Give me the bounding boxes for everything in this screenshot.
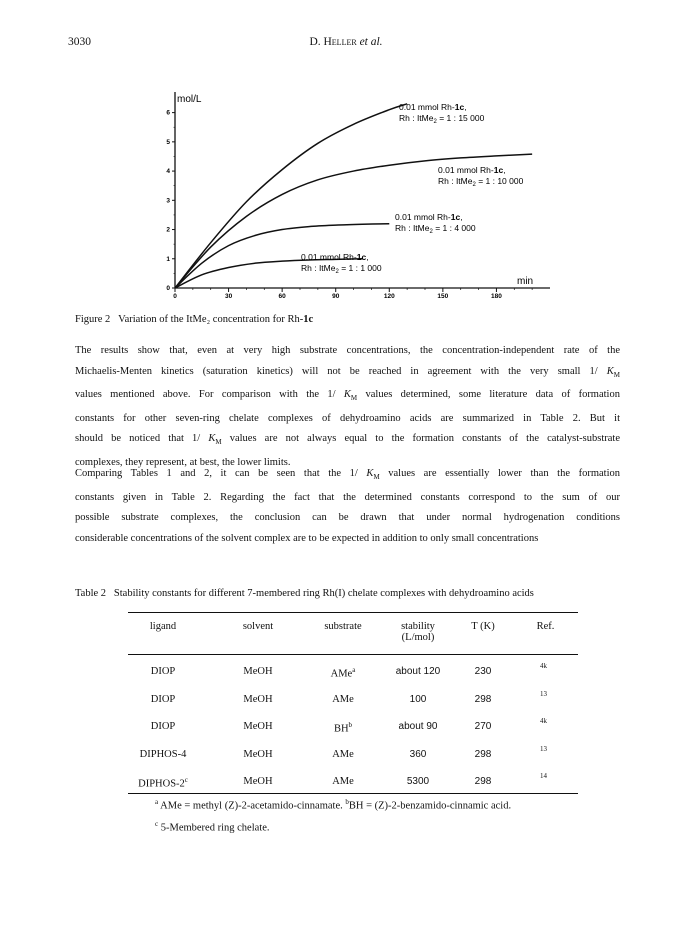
text-line: Michaelis-Menten kinetics (saturation kinetics) will not be reached in agreement with the very small 1/ $K_M$ [75, 365, 620, 379]
footnote-marker: a [352, 666, 356, 674]
table-cell-substrate: AMe$^a$ [330, 666, 356, 680]
header-substrate: substrate [324, 621, 362, 632]
table-cell-ligand: DIOP [150, 666, 176, 677]
table-cell-solvent: MeOH [243, 721, 273, 732]
table-cell-ligand: DIOP [150, 693, 176, 705]
text-line: The results show that, even at very high substrate concentrations, the concentration-independent rate of the [75, 345, 620, 356]
x-axis-unit: min [517, 276, 534, 287]
table-cell-solvent: MeOH [243, 748, 273, 760]
table-cell-t: 298 [474, 748, 492, 760]
annotation-10000 [438, 165, 524, 188]
header-stability: stability (L/mol) [401, 621, 435, 643]
y-tick-label: 6 [166, 109, 170, 117]
text-line: should be noticed that 1/ $K_M$ values are not always equal to the formation constants of the catalyst-substrate [75, 433, 620, 447]
y-tick-label: 1 [166, 255, 170, 263]
x-tick-label: 30 [224, 293, 233, 299]
x-tick-label: 0 [173, 293, 177, 299]
table-cell-t: 270 [474, 721, 492, 732]
table-bottom-rule [128, 793, 578, 794]
y-tick-label: 2 [166, 226, 170, 234]
table-cell-ref: 4k [540, 662, 547, 670]
y-axis-unit: mol/L [177, 94, 202, 105]
table-cell-t: 230 [474, 666, 492, 677]
header-temperature: T (K) [471, 621, 495, 632]
paragraph-2 [75, 464, 620, 549]
svg-text:0.01 mmol Rh-1c,: 0.01 mmol Rh-1c, [395, 212, 463, 222]
text-line: constants given in Table 2. Regarding the fact that the determined constants correspond to the sum of our [75, 491, 620, 503]
table-cell-ref: 14 [540, 772, 547, 780]
table-cell-t: 298 [474, 693, 492, 705]
table-cell-stability: about 90 [398, 721, 438, 732]
annotation-1000 [301, 252, 382, 275]
table-cell-stability: 100 [409, 693, 427, 705]
annotation-4000 [395, 212, 476, 235]
table-cell-solvent: MeOH [243, 666, 273, 677]
svg-text:0.01 mmol Rh-1c,: 0.01 mmol Rh-1c, [438, 165, 506, 175]
y-tick-label: 5 [166, 138, 170, 146]
table-cell-stability: about 120 [395, 666, 441, 677]
svg-text:0.01 mmol Rh-1c,: 0.01 mmol Rh-1c, [301, 252, 369, 262]
x-tick-label: 60 [278, 293, 286, 299]
table-cell-ligand: DIPHOS-4 [139, 748, 187, 760]
y-tick-label: 3 [166, 197, 170, 205]
running-header [0, 36, 692, 48]
svg-text:Rh : ItMe2 = 1 : 4 000: Rh : ItMe$_2$ = 1 : 4 000 [395, 223, 476, 235]
table-cell-substrate: $BH^b$ [333, 721, 353, 735]
svg-text:0.01 mmol Rh-1c,: 0.01 mmol Rh-1c, [399, 102, 467, 112]
x-tick-label: 180 [490, 293, 502, 299]
x-tick-label: 150 [437, 293, 449, 299]
table-top-rule [128, 612, 578, 613]
footnote-marker: c [184, 776, 188, 784]
header-solvent: solvent [242, 621, 274, 632]
table-header-rule [128, 654, 578, 655]
table-cell-substrate: AMe [332, 693, 354, 705]
table-cell-ligand: DIOP [150, 721, 176, 732]
page-number: 3030 [68, 36, 91, 48]
table-cell-solvent: MeOH [243, 776, 273, 787]
svg-text:Rh : ItMe2 = 1 : 1 000: Rh : ItMe$_2$ = 1 : 1 000 [301, 263, 382, 275]
footnote-marker: b [348, 721, 353, 729]
table-cell-ref: 13 [540, 744, 547, 753]
table-cell-ligand: DIPHOS-2$^c$ [138, 776, 188, 790]
table-caption: Table 2 Stability constants for different 7-membered ring Rh(I) chelate complexes with dehydroamino acids [75, 588, 534, 599]
table-cell-substrate: AMe [332, 748, 354, 760]
y-tick-label: 4 [166, 168, 170, 176]
text-line: values mentioned above. For comparison with the 1/ $K_M$ values determined, some literature data of formation [75, 389, 620, 403]
author-name: D. Heller [309, 36, 357, 48]
x-tick-label: 120 [383, 293, 395, 299]
table-cell-stability: 360 [409, 748, 427, 760]
y-tick-label: 0 [166, 285, 170, 292]
table-cell-solvent: MeOH [243, 693, 273, 705]
text-line: complexes, they represent, at best, the lower limits. [75, 456, 291, 468]
table-cell-substrate: AMe [332, 776, 354, 787]
header-ref: Ref. [536, 621, 555, 632]
table-cell-t: 298 [474, 776, 492, 787]
svg-text:Rh : ItMe2 = 1 : 15 000: Rh : ItMe$_2$ = 1 : 15 000 [399, 113, 485, 125]
text-line: possible substrate complexes, the conclusion can be drawn that under normal hydrogenation conditions [75, 512, 620, 524]
paragraph-1 [75, 341, 620, 473]
table-cell-stability: 5300 [406, 776, 430, 787]
table-cell-ref: 13 [540, 689, 547, 698]
figure-caption: Figure 2 Variation of the ItMe₂ concentration for Rh-1c [75, 314, 314, 325]
table-cell-ref: 4k [540, 717, 547, 725]
text-line: Comparing Tables 1 and 2, it can be seen that the 1/ $K_M$ values are essentially lower than the formation [75, 468, 620, 482]
text-line: constants for other seven-ring chelate complexes of dehydroamino acids are summarized in Table 2. But it [75, 412, 620, 424]
table-footnote-2: $^c$ 5-Membered ring chelate. [155, 820, 270, 834]
x-tick-label: 90 [332, 293, 340, 299]
annotation-15000 [399, 102, 485, 125]
header-ligand: ligand [149, 621, 177, 632]
concentration-chart [155, 84, 555, 299]
author-suffix: et al. [359, 36, 383, 48]
svg-text:Rh : ItMe2 = 1 : 10 000: Rh : ItMe$_2$ = 1 : 10 000 [438, 176, 524, 188]
text-line: considerable concentrations of the solvent complex are to be expected in addition to only small concentrations [75, 532, 539, 544]
table-footnote-1: $^a$ AMe = methyl (Z)-2-acetamido-cinnamate. $^b$BH = (Z)-2-benzamido-cinnamic acid. [155, 798, 512, 812]
